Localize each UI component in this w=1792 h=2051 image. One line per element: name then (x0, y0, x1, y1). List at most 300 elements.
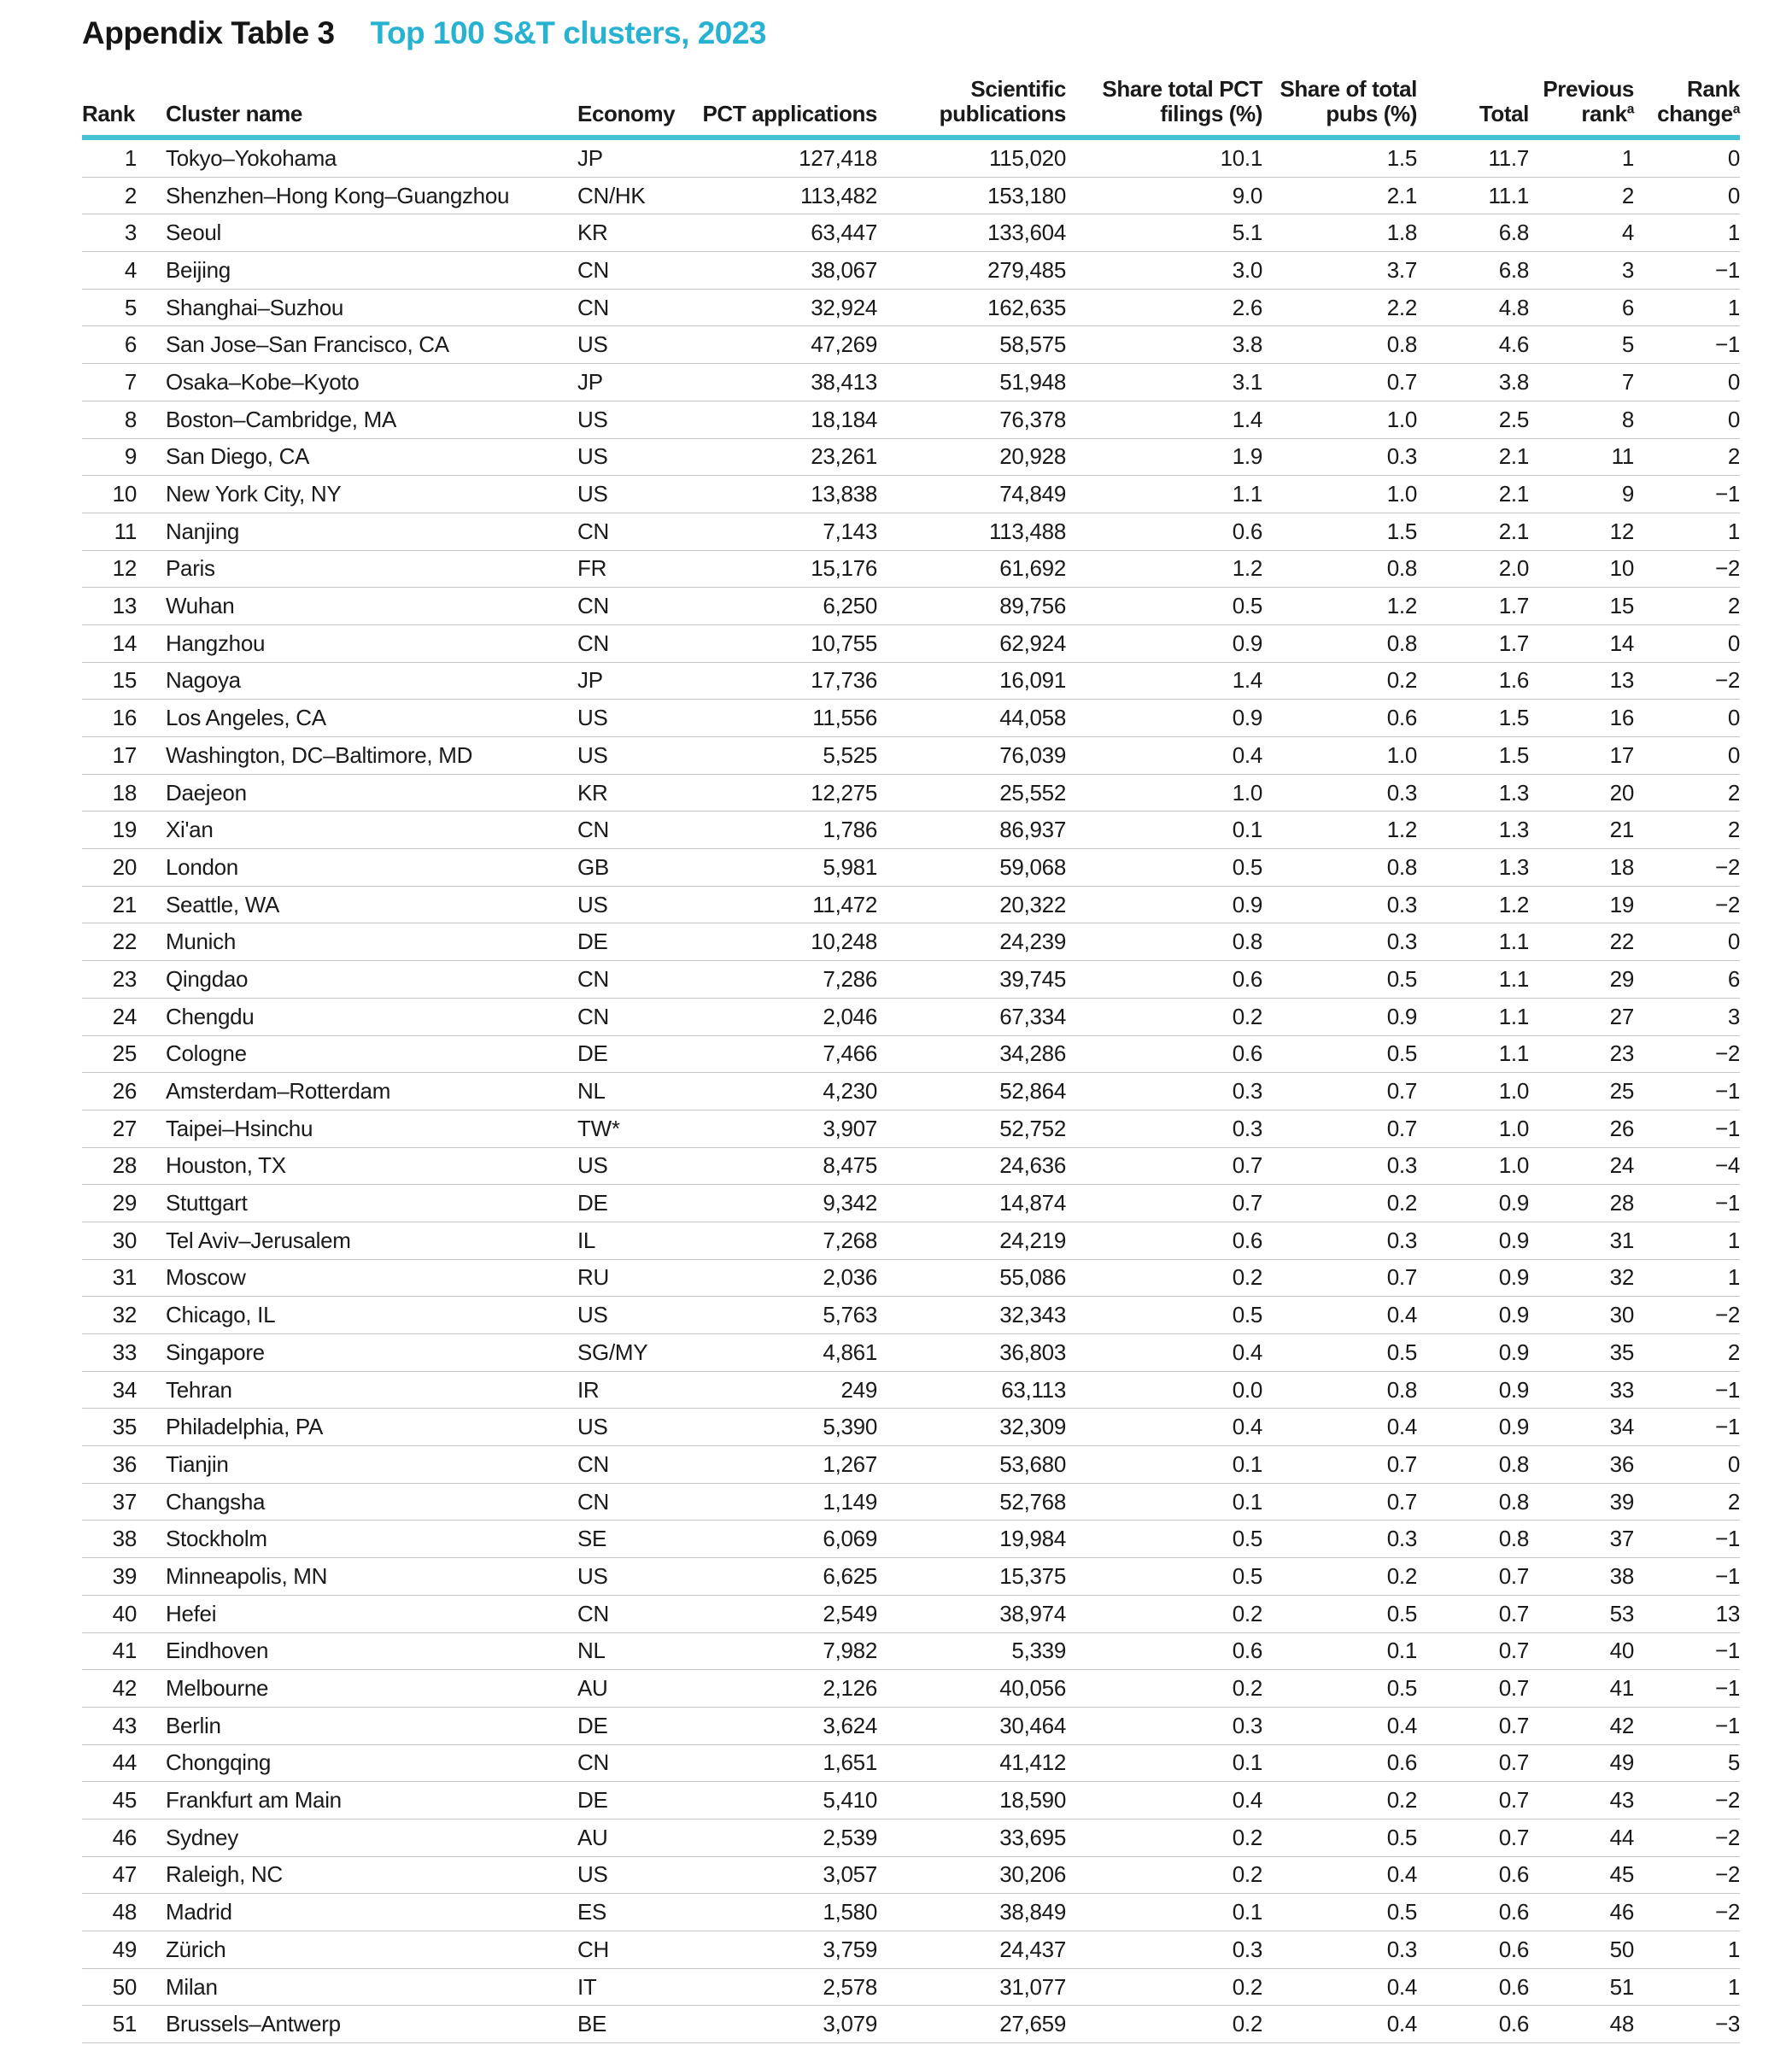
cell-total: 0.9 (1417, 1222, 1529, 1259)
cell-sharepubs: 0.3 (1262, 1931, 1417, 1969)
cell-total: 1.2 (1417, 886, 1529, 923)
cell-sharepct: 5.1 (1066, 214, 1262, 252)
cell-pct: 5,981 (692, 849, 877, 887)
cell-cluster: Zürich (137, 1931, 577, 1969)
cell-sharepubs: 0.4 (1262, 2006, 1417, 2043)
cell-economy: US (577, 737, 692, 775)
cell-sharepubs: 0.4 (1262, 1297, 1417, 1334)
cell-rank: 11 (82, 513, 137, 550)
cell-rank: 43 (82, 1707, 137, 1744)
cell-pubs: 62,924 (877, 624, 1066, 662)
table-row (82, 1147, 1740, 1185)
cell-pubs: 53,680 (877, 1446, 1066, 1484)
cell-prev: 19 (1529, 886, 1634, 923)
cell-pct: 5,390 (692, 1409, 877, 1446)
cell-change: 6 (1634, 961, 1740, 999)
cell-economy: ES (577, 1894, 692, 1931)
cell-pubs: 5,339 (877, 1632, 1066, 1670)
cell-change: 3 (1634, 998, 1740, 1035)
cell-pct: 38,067 (692, 252, 877, 290)
cell-economy: CN (577, 1744, 692, 1782)
cell-pubs: 55,086 (877, 1259, 1066, 1297)
cell-sharepct: 0.1 (1066, 1483, 1262, 1521)
column-header-label: Share of total pubs (%) (1280, 75, 1417, 126)
cell-total: 1.0 (1417, 1073, 1529, 1110)
cell-pubs: 34,286 (877, 1035, 1066, 1073)
cell-sharepct: 0.6 (1066, 1222, 1262, 1259)
cell-total: 0.6 (1417, 1856, 1529, 1894)
cell-cluster: Boston–Cambridge, MA (137, 401, 577, 438)
table-row (82, 138, 1740, 177)
cell-pct: 1,786 (692, 812, 877, 849)
cell-pubs: 30,464 (877, 1707, 1066, 1744)
table-row (82, 1185, 1740, 1222)
cell-prev: 49 (1529, 1744, 1634, 1782)
cell-cluster: Singapore (137, 1334, 577, 1372)
cell-total: 0.7 (1417, 1595, 1529, 1632)
cell-total: 0.7 (1417, 1707, 1529, 1744)
cell-total: 1.1 (1417, 923, 1529, 961)
cell-cluster: Taipei–Hsinchu (137, 1110, 577, 1147)
cell-economy: GB (577, 849, 692, 887)
cell-pubs: 52,752 (877, 1110, 1066, 1147)
column-header-economy (577, 68, 692, 138)
cell-pubs: 74,849 (877, 476, 1066, 513)
cell-prev: 8 (1529, 401, 1634, 438)
table-row (82, 326, 1740, 364)
cell-pct: 32,924 (692, 289, 877, 326)
cell-sharepct: 0.6 (1066, 1632, 1262, 1670)
cell-total: 4.6 (1417, 326, 1529, 364)
cell-total: 0.8 (1417, 1446, 1529, 1484)
cell-pubs: 24,636 (877, 1147, 1066, 1185)
cell-change: 1 (1634, 289, 1740, 326)
cell-rank: 35 (82, 1409, 137, 1446)
cell-prev: 51 (1529, 1968, 1634, 2006)
table-row (82, 289, 1740, 326)
cell-change: 0 (1634, 923, 1740, 961)
column-header-cluster (137, 68, 577, 138)
cell-cluster: Paris (137, 550, 577, 588)
cell-economy: CN/HK (577, 177, 692, 214)
cell-rank: 3 (82, 214, 137, 252)
cell-prev: 21 (1529, 812, 1634, 849)
cell-pubs: 40,056 (877, 1670, 1066, 1708)
cell-sharepct: 0.4 (1066, 737, 1262, 775)
cell-rank: 49 (82, 1931, 137, 1969)
table-row (82, 849, 1740, 887)
table-row (82, 1297, 1740, 1334)
cell-pct: 11,556 (692, 700, 877, 737)
cell-total: 0.6 (1417, 1894, 1529, 1931)
cell-prev: 46 (1529, 1894, 1634, 1931)
table-header (82, 68, 1740, 138)
cell-total: 1.5 (1417, 737, 1529, 775)
cell-change: 5 (1634, 1744, 1740, 1782)
cell-cluster: Changsha (137, 1483, 577, 1521)
cell-sharepct: 1.4 (1066, 662, 1262, 700)
cell-cluster: Frankfurt am Main (137, 1782, 577, 1820)
cell-pct: 6,625 (692, 1558, 877, 1596)
cell-sharepubs: 1.2 (1262, 588, 1417, 625)
table-row (82, 737, 1740, 775)
cell-economy: CN (577, 1595, 692, 1632)
cell-cluster: Milan (137, 1968, 577, 2006)
cell-cluster: Qingdao (137, 961, 577, 999)
cell-sharepubs: 0.7 (1262, 1446, 1417, 1484)
column-header-pubs (877, 68, 1066, 138)
table-row (82, 214, 1740, 252)
cell-rank: 16 (82, 700, 137, 737)
cell-rank: 18 (82, 774, 137, 812)
cell-economy: US (577, 1558, 692, 1596)
cell-total: 11.7 (1417, 138, 1529, 177)
table-row (82, 1222, 1740, 1259)
table-row (82, 1073, 1740, 1110)
cell-rank: 6 (82, 326, 137, 364)
cell-cluster: Cologne (137, 1035, 577, 1073)
cell-change: 1 (1634, 1931, 1740, 1969)
cell-change: 1 (1634, 513, 1740, 550)
cell-cluster: Seoul (137, 214, 577, 252)
cell-rank: 4 (82, 252, 137, 290)
cell-pct: 10,755 (692, 624, 877, 662)
cell-total: 0.9 (1417, 1185, 1529, 1222)
cell-pubs: 51,948 (877, 364, 1066, 401)
column-header-label: PCT applications (702, 100, 877, 126)
cell-prev: 11 (1529, 438, 1634, 476)
cell-sharepubs: 0.3 (1262, 1147, 1417, 1185)
cell-total: 0.9 (1417, 1297, 1529, 1334)
cell-change: 0 (1634, 177, 1740, 214)
cell-sharepubs: 0.5 (1262, 1670, 1417, 1708)
table-row (82, 1110, 1740, 1147)
cell-prev: 48 (1529, 2006, 1634, 2043)
table-row (82, 401, 1740, 438)
cell-sharepct: 1.0 (1066, 774, 1262, 812)
cell-sharepubs: 0.4 (1262, 1856, 1417, 1894)
cell-economy: US (577, 1409, 692, 1446)
cell-change: −1 (1634, 476, 1740, 513)
table-row (82, 1595, 1740, 1632)
cell-prev: 53 (1529, 1595, 1634, 1632)
table-row (82, 1371, 1740, 1409)
cell-rank: 20 (82, 849, 137, 887)
cell-pubs: 30,206 (877, 1856, 1066, 1894)
cell-total: 1.3 (1417, 774, 1529, 812)
cell-cluster: Chengdu (137, 998, 577, 1035)
table-row (82, 513, 1740, 550)
cell-prev: 30 (1529, 1297, 1634, 1334)
cell-economy: CN (577, 624, 692, 662)
cell-change: −2 (1634, 1894, 1740, 1931)
cell-change: 0 (1634, 138, 1740, 177)
cell-sharepubs: 1.2 (1262, 812, 1417, 849)
cell-sharepct: 3.1 (1066, 364, 1262, 401)
cell-rank: 10 (82, 476, 137, 513)
cell-total: 0.9 (1417, 1259, 1529, 1297)
cell-total: 6.8 (1417, 252, 1529, 290)
cell-pct: 5,763 (692, 1297, 877, 1334)
cell-pct: 38,413 (692, 364, 877, 401)
cell-pct: 1,580 (692, 1894, 877, 1931)
cell-economy: DE (577, 1707, 692, 1744)
cell-cluster: Daejeon (137, 774, 577, 812)
cell-sharepct: 0.2 (1066, 2006, 1262, 2043)
cell-change: −1 (1634, 1707, 1740, 1744)
cell-pct: 2,578 (692, 1968, 877, 2006)
cell-total: 1.3 (1417, 812, 1529, 849)
cell-sharepubs: 0.4 (1262, 1409, 1417, 1446)
cell-pubs: 63,113 (877, 1371, 1066, 1409)
table-row (82, 1968, 1740, 2006)
cell-total: 4.8 (1417, 289, 1529, 326)
cell-sharepct: 0.3 (1066, 1707, 1262, 1744)
cell-economy: SG/MY (577, 1334, 692, 1372)
cell-cluster: Chicago, IL (137, 1297, 577, 1334)
cell-prev: 6 (1529, 289, 1634, 326)
cell-sharepubs: 0.2 (1262, 662, 1417, 700)
cell-sharepubs: 0.4 (1262, 1968, 1417, 2006)
cell-pubs: 76,378 (877, 401, 1066, 438)
cell-economy: IL (577, 1222, 692, 1259)
cell-pubs: 113,488 (877, 513, 1066, 550)
cell-change: 2 (1634, 812, 1740, 849)
cell-sharepct: 0.6 (1066, 1035, 1262, 1073)
cell-total: 0.8 (1417, 1483, 1529, 1521)
cell-economy: FR (577, 550, 692, 588)
cell-prev: 9 (1529, 476, 1634, 513)
cell-pct: 127,418 (692, 138, 877, 177)
table-row (82, 1558, 1740, 1596)
cell-sharepubs: 2.1 (1262, 177, 1417, 214)
cell-change: 0 (1634, 364, 1740, 401)
cell-pubs: 58,575 (877, 326, 1066, 364)
cell-total: 0.7 (1417, 1558, 1529, 1596)
cell-pubs: 20,928 (877, 438, 1066, 476)
cell-sharepct: 0.5 (1066, 1521, 1262, 1558)
cell-rank: 30 (82, 1222, 137, 1259)
cell-prev: 42 (1529, 1707, 1634, 1744)
cell-pct: 2,036 (692, 1259, 877, 1297)
cell-cluster: Hangzhou (137, 624, 577, 662)
cell-sharepubs: 0.3 (1262, 886, 1417, 923)
cell-sharepct: 0.4 (1066, 1409, 1262, 1446)
cell-rank: 1 (82, 138, 137, 177)
cell-pubs: 27,659 (877, 2006, 1066, 2043)
cell-sharepct: 0.2 (1066, 1856, 1262, 1894)
cell-pubs: 162,635 (877, 289, 1066, 326)
cell-sharepct: 0.9 (1066, 624, 1262, 662)
table-row (82, 700, 1740, 737)
cell-pubs: 39,745 (877, 961, 1066, 999)
cell-prev: 27 (1529, 998, 1634, 1035)
cell-total: 0.9 (1417, 1409, 1529, 1446)
cell-change: −1 (1634, 1073, 1740, 1110)
cell-sharepubs: 0.8 (1262, 849, 1417, 887)
cell-cluster: Brussels–Antwerp (137, 2006, 577, 2043)
cell-pct: 6,250 (692, 588, 877, 625)
cell-sharepct: 0.6 (1066, 961, 1262, 999)
cell-rank: 47 (82, 1856, 137, 1894)
cell-pct: 5,525 (692, 737, 877, 775)
cell-cluster: Houston, TX (137, 1147, 577, 1185)
cell-total: 2.0 (1417, 550, 1529, 588)
cell-sharepubs: 1.5 (1262, 513, 1417, 550)
cell-cluster: Tianjin (137, 1446, 577, 1484)
cell-sharepct: 0.9 (1066, 700, 1262, 737)
cell-sharepubs: 0.3 (1262, 1521, 1417, 1558)
cell-change: −2 (1634, 1819, 1740, 1856)
cell-economy: DE (577, 1035, 692, 1073)
cell-change: −1 (1634, 1521, 1740, 1558)
cell-pct: 2,549 (692, 1595, 877, 1632)
table-row (82, 624, 1740, 662)
cell-economy: US (577, 1297, 692, 1334)
cell-rank: 31 (82, 1259, 137, 1297)
cell-change: −2 (1634, 1856, 1740, 1894)
cell-rank: 37 (82, 1483, 137, 1521)
column-header-label: Rank (82, 100, 135, 126)
cell-prev: 20 (1529, 774, 1634, 812)
cell-sharepct: 0.2 (1066, 1968, 1262, 2006)
cell-prev: 37 (1529, 1521, 1634, 1558)
cell-cluster: Berlin (137, 1707, 577, 1744)
cell-pubs: 24,437 (877, 1931, 1066, 1969)
table-row (82, 1259, 1740, 1297)
column-header-change (1634, 68, 1740, 138)
cell-sharepct: 0.1 (1066, 1446, 1262, 1484)
cell-pubs: 31,077 (877, 1968, 1066, 2006)
cell-total: 2.1 (1417, 513, 1529, 550)
cell-rank: 2 (82, 177, 137, 214)
cell-change: 2 (1634, 774, 1740, 812)
cell-pct: 3,079 (692, 2006, 877, 2043)
cell-sharepct: 0.2 (1066, 998, 1262, 1035)
cell-total: 2.1 (1417, 476, 1529, 513)
cell-sharepubs: 0.5 (1262, 961, 1417, 999)
cell-cluster: Seattle, WA (137, 886, 577, 923)
column-header-sharepubs (1262, 68, 1417, 138)
table-row (82, 1035, 1740, 1073)
cell-cluster: Beijing (137, 252, 577, 290)
cell-prev: 50 (1529, 1931, 1634, 1969)
cell-pubs: 32,343 (877, 1297, 1066, 1334)
cell-prev: 25 (1529, 1073, 1634, 1110)
cell-prev: 32 (1529, 1259, 1634, 1297)
cell-sharepubs: 0.4 (1262, 1707, 1417, 1744)
cell-pubs: 18,590 (877, 1782, 1066, 1820)
cell-economy: NL (577, 1632, 692, 1670)
cell-prev: 18 (1529, 849, 1634, 887)
cell-pubs: 16,091 (877, 662, 1066, 700)
cell-total: 0.7 (1417, 1819, 1529, 1856)
table-row (82, 364, 1740, 401)
cell-rank: 13 (82, 588, 137, 625)
cell-sharepct: 0.2 (1066, 1819, 1262, 1856)
cell-economy: TW* (577, 1110, 692, 1147)
table-row (82, 1409, 1740, 1446)
cell-sharepubs: 1.0 (1262, 737, 1417, 775)
clusters-table (82, 68, 1740, 2043)
cell-change: −1 (1634, 1110, 1740, 1147)
cell-change: −2 (1634, 550, 1740, 588)
cell-change: 1 (1634, 1259, 1740, 1297)
cell-change: −2 (1634, 1782, 1740, 1820)
cell-cluster: Moscow (137, 1259, 577, 1297)
cell-pubs: 41,412 (877, 1744, 1066, 1782)
cell-sharepct: 0.2 (1066, 1670, 1262, 1708)
table-body (82, 138, 1740, 2043)
cell-prev: 23 (1529, 1035, 1634, 1073)
cell-rank: 32 (82, 1297, 137, 1334)
cell-prev: 7 (1529, 364, 1634, 401)
cell-sharepubs: 0.2 (1262, 1185, 1417, 1222)
table-row (82, 1819, 1740, 1856)
cell-rank: 12 (82, 550, 137, 588)
cell-pct: 15,176 (692, 550, 877, 588)
table-row (82, 1707, 1740, 1744)
cell-economy: US (577, 700, 692, 737)
cell-prev: 14 (1529, 624, 1634, 662)
cell-pct: 12,275 (692, 774, 877, 812)
cell-sharepct: 0.1 (1066, 812, 1262, 849)
cell-rank: 27 (82, 1110, 137, 1147)
cell-total: 6.8 (1417, 214, 1529, 252)
cell-pct: 10,248 (692, 923, 877, 961)
cell-rank: 39 (82, 1558, 137, 1596)
cell-pct: 7,268 (692, 1222, 877, 1259)
cell-pubs: 86,937 (877, 812, 1066, 849)
cell-change: 0 (1634, 700, 1740, 737)
cell-sharepct: 0.0 (1066, 1371, 1262, 1409)
cell-pubs: 153,180 (877, 177, 1066, 214)
cell-economy: CH (577, 1931, 692, 1969)
cell-rank: 46 (82, 1819, 137, 1856)
cell-pct: 7,982 (692, 1632, 877, 1670)
cell-sharepubs: 1.0 (1262, 401, 1417, 438)
cell-sharepct: 0.6 (1066, 513, 1262, 550)
cell-change: 2 (1634, 438, 1740, 476)
cell-change: 1 (1634, 214, 1740, 252)
cell-change: −1 (1634, 1371, 1740, 1409)
cell-cluster: Los Angeles, CA (137, 700, 577, 737)
cell-cluster: Nanjing (137, 513, 577, 550)
cell-sharepubs: 0.7 (1262, 1073, 1417, 1110)
cell-rank: 28 (82, 1147, 137, 1185)
cell-sharepubs: 0.8 (1262, 624, 1417, 662)
cell-pct: 18,184 (692, 401, 877, 438)
cell-cluster: Tokyo–Yokohama (137, 138, 577, 177)
cell-cluster: Eindhoven (137, 1632, 577, 1670)
table-row (82, 812, 1740, 849)
cell-prev: 13 (1529, 662, 1634, 700)
cell-sharepct: 2.6 (1066, 289, 1262, 326)
cell-pct: 4,861 (692, 1334, 877, 1372)
cell-economy: KR (577, 214, 692, 252)
cell-sharepct: 0.1 (1066, 1894, 1262, 1931)
cell-cluster: Xi'an (137, 812, 577, 849)
cell-economy: CN (577, 252, 692, 290)
cell-pubs: 24,219 (877, 1222, 1066, 1259)
cell-rank: 21 (82, 886, 137, 923)
cell-total: 3.8 (1417, 364, 1529, 401)
cell-prev: 44 (1529, 1819, 1634, 1856)
cell-sharepct: 0.5 (1066, 1558, 1262, 1596)
cell-prev: 36 (1529, 1446, 1634, 1484)
cell-rank: 48 (82, 1894, 137, 1931)
cell-prev: 35 (1529, 1334, 1634, 1372)
